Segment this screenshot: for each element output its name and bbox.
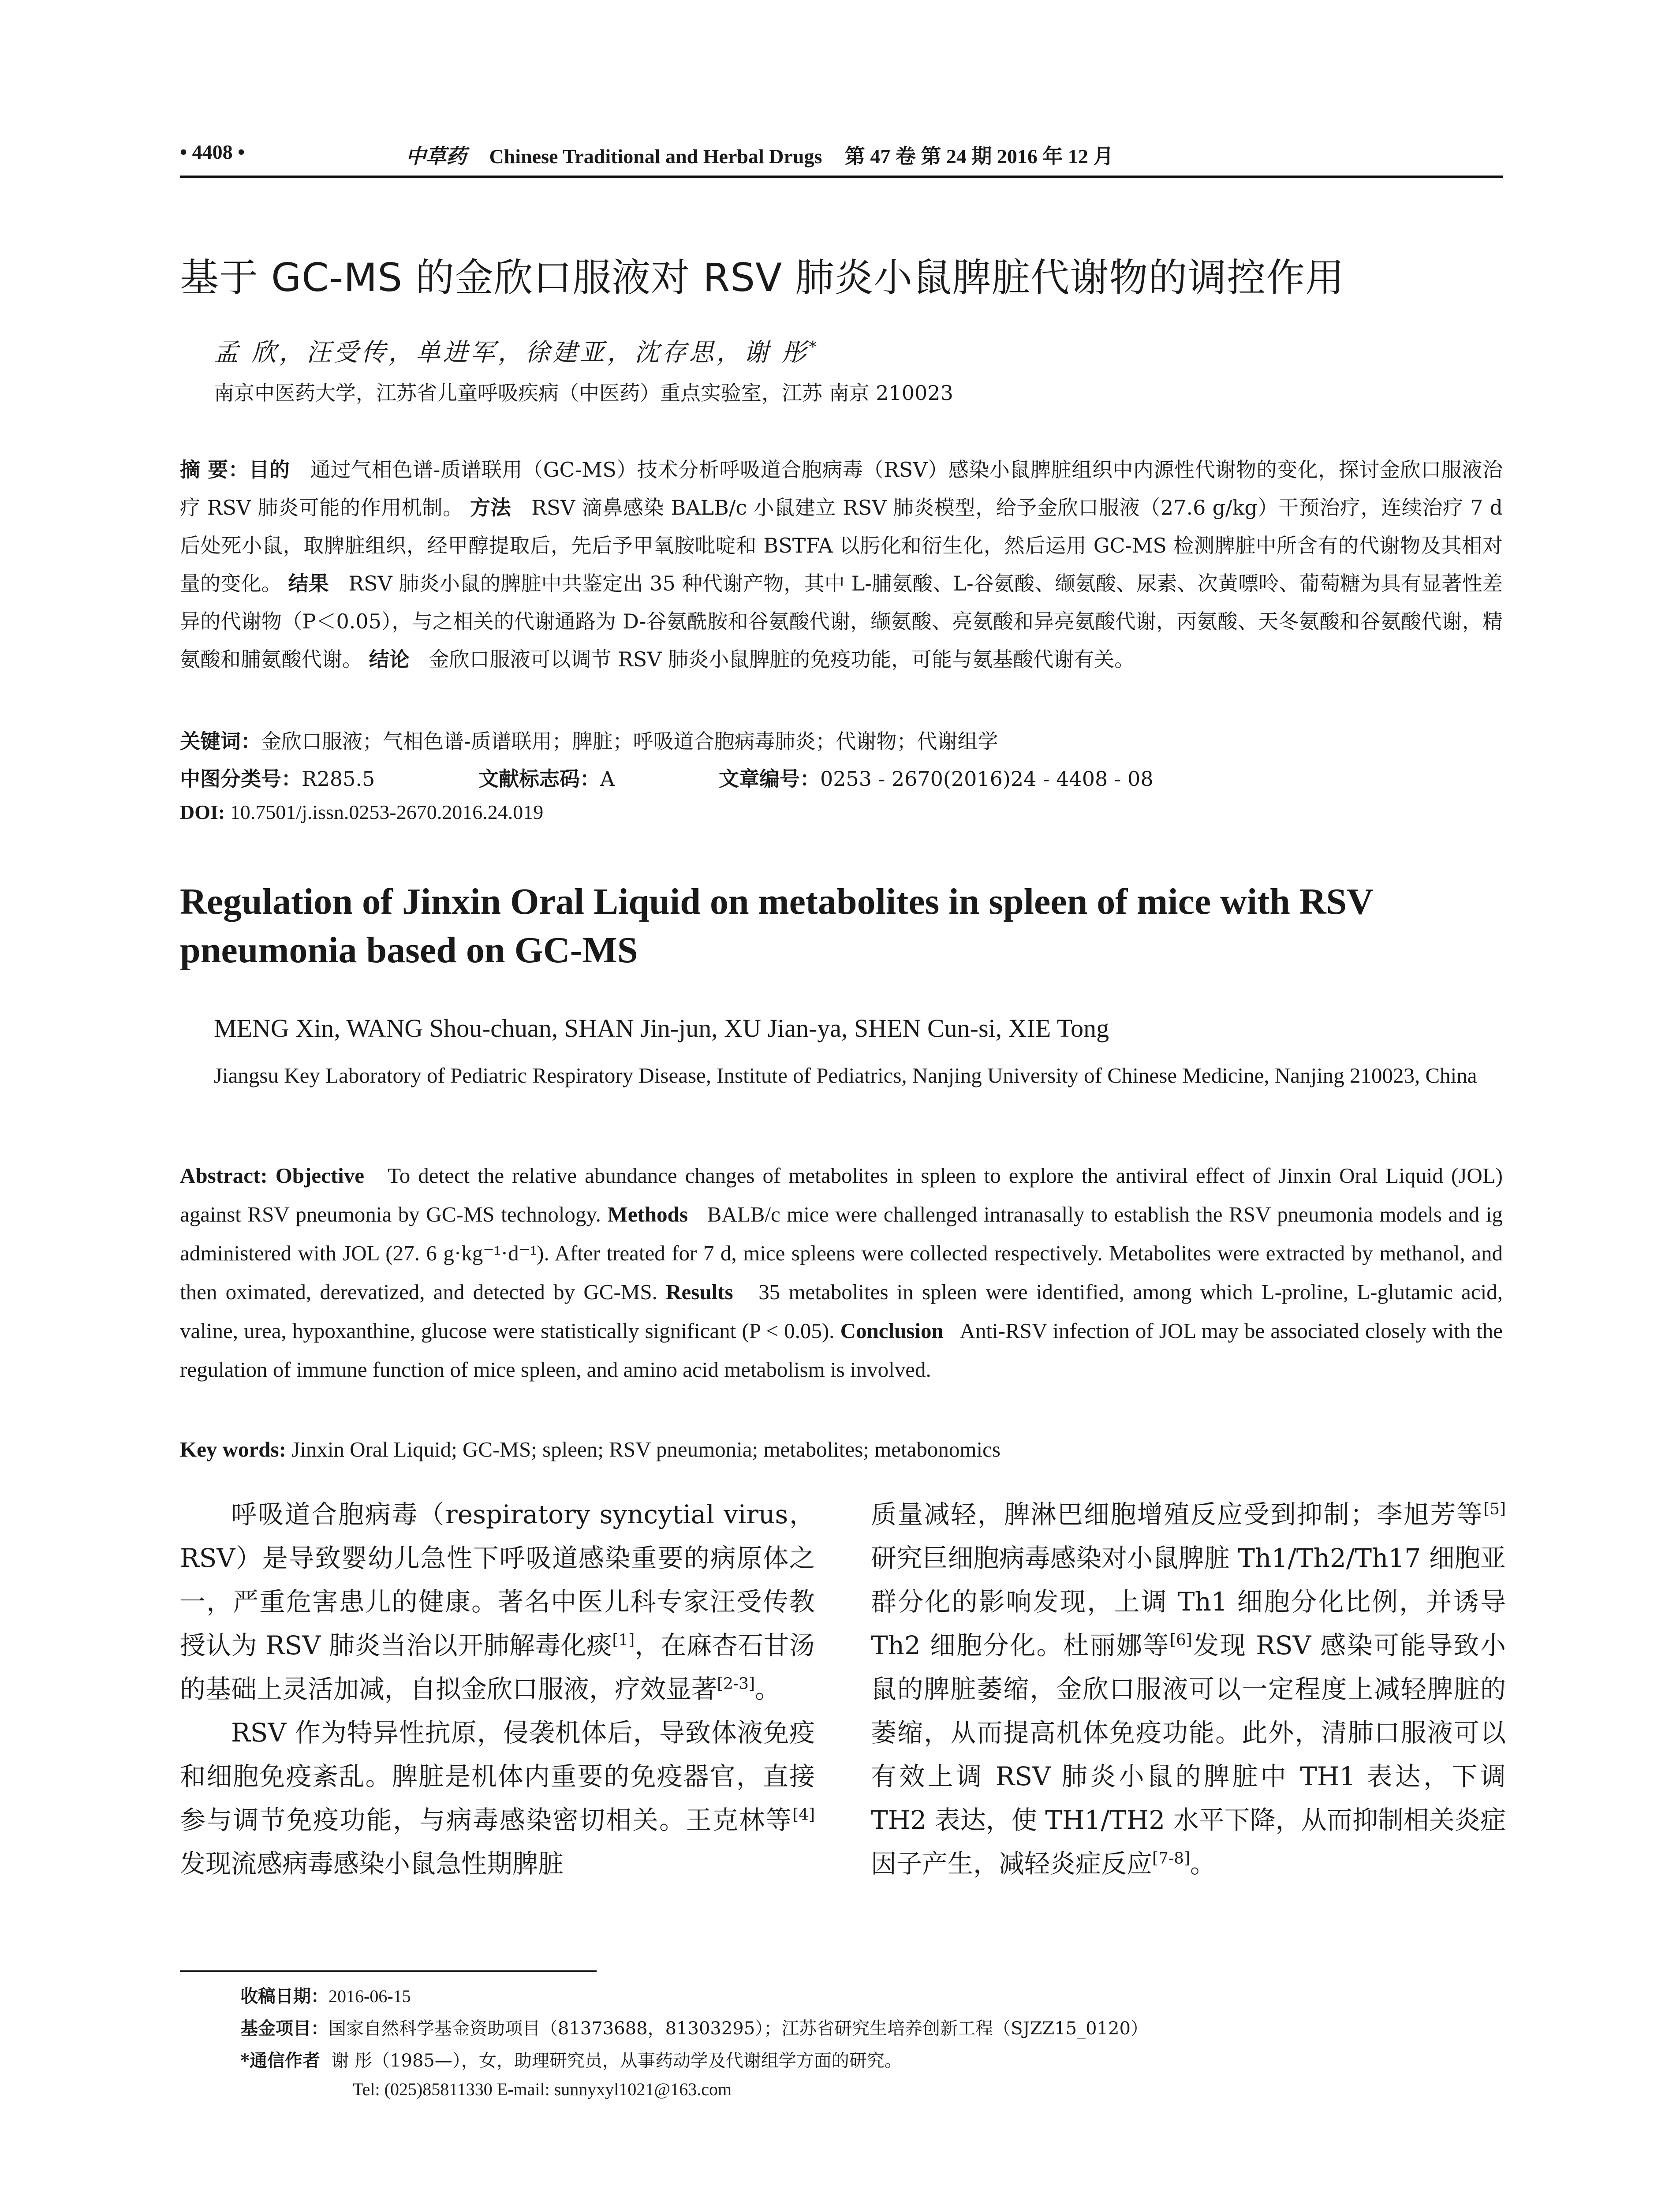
body-column-right	[871, 1493, 1506, 1886]
keywords-cn	[180, 725, 998, 755]
author-list-cn	[214, 333, 819, 368]
body-text: 呼吸道合胞病毒（respiratory syncytial virus，RSV）是导致婴幼儿急性下呼吸道感染重要的病原体之一，严重危害患儿的健康。著名中医儿科专家汪受传教授认为 RSV 肺炎当治以开肺解毒化痰	[180, 1499, 815, 1660]
abstract-cn	[180, 451, 1503, 678]
body-text: RSV 作为特异性抗原，侵袭机体后，导致体液免疫和细胞免疫紊乱。脾脏是机体内重要的免疫器官，直接参与调节免疫功能，与病毒感染密切相关。王克林等	[180, 1718, 815, 1835]
doc-code-label: 文献标志码：	[478, 767, 600, 791]
citation-ref[interactable]: [2-3]	[717, 1674, 755, 1693]
body-text: 。	[1190, 1849, 1216, 1879]
affiliation-cn: 南京中医药大学，江苏省儿童呼吸疾病（中医药）重点实验室，江苏 南京 210023	[214, 381, 953, 405]
article-number	[719, 763, 1154, 792]
body-text: 研究巨细胞病毒感染对小鼠脾脏 Th1/Th2/Th17 细胞亚群分化的影响发现，上调 Th1 细胞分化比例，并诱导 Th2 细胞分化。杜丽娜等	[871, 1543, 1506, 1660]
body-text: 发现流感病毒感染小鼠急性期脾脏	[180, 1849, 564, 1879]
running-header	[406, 140, 1113, 169]
keywords-cn-label: 关键词：	[180, 729, 261, 753]
corresponding-author	[240, 2047, 902, 2072]
article-title-en: Regulation of Jinxin Oral Liquid on metabolites in spleen of mice with RSV pneumonia based on GC-MS	[180, 881, 1373, 971]
body-text: 质量减轻，脾淋巴细胞增殖反应受到抑制；李旭芳等	[871, 1499, 1484, 1529]
header-rule	[180, 176, 1503, 178]
fund-label: 基金项目：	[240, 2018, 329, 2039]
keywords-en-label: Key words:	[180, 1437, 286, 1461]
article-no-value: 0253 - 2670(2016)24 - 4408 - 08	[820, 767, 1154, 791]
body-paragraph	[180, 1493, 815, 1711]
abstract-en-label: Abstract:	[180, 1163, 268, 1188]
objective-label-cn: 目的	[249, 458, 290, 482]
body-text: 。	[754, 1674, 780, 1704]
journal-name-en: Chinese Traditional and Herbal Drugs	[489, 145, 822, 168]
body-column-left	[180, 1493, 815, 1886]
body-paragraph	[180, 1711, 815, 1886]
doi	[180, 800, 543, 824]
conclusion-en: Anti-RSV infection of JOL may be associated closely with the regulation of immune function of mice spleen, and amino acid metabolism is involved.	[180, 1319, 1503, 1382]
abstract-cn-label: 摘 要：	[180, 458, 249, 482]
citation-ref[interactable]: [4]	[792, 1805, 815, 1824]
objective-en: To detect the relative abundance changes of metabolites in spleen to explore the antiviral effect of Jinxin Oral Liquid (JOL) against RSV pneumonia by GC-MS technology.	[180, 1163, 1503, 1226]
methods-en: BALB/c mice were challenged intranasally to establish the RSV pneumonia models and ig administered with JOL (27. 6 g·kg⁻¹·d⁻¹). After treated for 7 d, mice spleens were collected respectively. Metabolites were extracted by methanol, and then oximated, derevatized, and detected by GC-MS.	[180, 1202, 1503, 1304]
citation-ref[interactable]: [5]	[1483, 1500, 1506, 1518]
fund-value: 国家自然科学基金资助项目（81373688，81303295）；江苏省研究生培养创新工程（SJZZ15_0120）	[329, 2018, 1148, 2039]
doi-label: DOI:	[180, 801, 225, 823]
received-label: 收稿日期：	[240, 1986, 329, 2007]
objective-cn: 通过气相色谱-质谱联用（GC-MS）技术分析呼吸道合胞病毒（RSV）感染小鼠脾脏组织中内源性代谢物的变化，探讨金欣口服液治疗 RSV 肺炎可能的作用机制。	[180, 458, 1503, 519]
keywords-en	[180, 1437, 1001, 1462]
citation-ref[interactable]: [1]	[612, 1631, 635, 1649]
body-text: ，在麻杏石甘汤的基础上灵活加减，自拟金欣口服液，疗效显著	[180, 1630, 815, 1704]
keywords-en-text: Jinxin Oral Liquid; GC-MS; spleen; RSV pneumonia; metabolites; metabonomics	[291, 1437, 1001, 1461]
received-date	[240, 1982, 411, 2007]
document-code	[478, 763, 615, 792]
conclusion-label-en: Conclusion	[840, 1319, 944, 1343]
received-value: 2016-06-15	[329, 1986, 411, 2006]
journal-issue: 第 47 卷 第 24 期 2016 年 12 月	[844, 145, 1114, 168]
corresponding-mark: *	[809, 338, 819, 356]
clc-label: 中图分类号：	[180, 767, 302, 791]
author-list-en: MENG Xin, WANG Shou-chuan, SHAN Jin-jun, XU Jian-ya, SHEN Cun-si, XIE Tong	[214, 1014, 1109, 1043]
conclusion-cn: 金欣口服液可以调节 RSV 肺炎小鼠脾脏的免疫功能，可能与氨基酸代谢有关。	[429, 647, 1135, 671]
corresponding-value: 谢 彤（1985—），女，助理研究员，从事药动学及代谢组学方面的研究。	[331, 2051, 902, 2071]
body-paragraph	[871, 1493, 1506, 1886]
article-title-cn: 基于 GC-MS 的金欣口服液对 RSV 肺炎小鼠脾脏代谢物的调控作用	[180, 255, 1345, 300]
contact-info[interactable]: Tel: (025)85811330 E-mail: sunnyxyl1021@163.com	[353, 2079, 732, 2099]
results-label-cn: 结果	[288, 572, 329, 595]
authors-cn-text: 孟 欣，汪受传，单进军，徐建亚，沈存思，谢 彤	[214, 338, 809, 367]
funding	[240, 2014, 1148, 2040]
corresponding-label: *通信作者	[240, 2050, 320, 2071]
conclusion-label-cn: 结论	[369, 647, 410, 671]
clc-number	[180, 763, 375, 792]
citation-ref[interactable]: [6]	[1169, 1631, 1192, 1649]
journal-name-cn: 中草药	[406, 144, 467, 168]
clc-value: R285.5	[302, 767, 375, 791]
keywords-cn-text: 金欣口服液；气相色谱-质谱联用；脾脏；呼吸道合胞病毒肺炎；代谢物；代谢组学	[261, 729, 998, 753]
methods-label-cn: 方法	[470, 496, 511, 519]
doi-value[interactable]: 10.7501/j.issn.0253-2670.2016.24.019	[230, 801, 544, 823]
results-cn: RSV 肺炎小鼠的脾脏中共鉴定出 35 种代谢产物，其中 L-脯氨酸、L-谷氨酸、缬氨酸、尿素、次黄嘌呤、葡萄糖为具有显著性差异的代谢物（P＜0.05），与之相关的代谢通路为 D-谷氨酰胺和谷氨酸代谢，缬氨酸、亮氨酸和异亮氨酸代谢，丙氨酸、天冬氨酸和谷氨酸代谢，精氨酸和脯氨酸代谢。	[180, 572, 1503, 671]
methods-cn: RSV 滴鼻感染 BALB/c 小鼠建立 RSV 肺炎模型，给予金欣口服液（27.6 g/kg）干预治疗，连续治疗 7 d 后处死小鼠，取脾脏组织，经甲醇提取后，先后予甲氧胺吡啶和 BSTFA 以肟化和衍生化，然后运用 GC-MS 检测脾脏中所含有的代谢物及其相对量的变化。	[180, 496, 1503, 595]
body-text: 发现 RSV 感染可能导致小鼠的脾脏萎缩，金欣口服液可以一定程度上减轻脾脏的萎缩，从而提高机体免疫功能。此外，清肺口服液可以有效上调 RSV 肺炎小鼠的脾脏中 TH1 表达，下调 TH2 表达，使 TH1/TH2 水平下降，从而抑制相关炎症因子产生，减轻炎症反应	[871, 1630, 1506, 1879]
doc-code-value: A	[600, 767, 615, 791]
results-en: 35 metabolites in spleen were identified, among which L-proline, L-glutamic acid, valine, urea, hypoxanthine, glucose were statistically significant (P < 0.05).	[180, 1280, 1503, 1343]
page-number: • 4408 •	[180, 141, 245, 163]
article-no-label: 文章编号：	[719, 767, 820, 791]
affiliation-en: Jiangsu Key Laboratory of Pediatric Respiratory Disease, Institute of Pediatrics, Nanjing University of Chinese Medicine, Nanjing 210023, China	[214, 1063, 1477, 1088]
footnote-rule	[180, 1970, 597, 1972]
objective-label-en: Objective	[275, 1163, 365, 1188]
citation-ref[interactable]: [7-8]	[1152, 1849, 1190, 1868]
results-label-en: Results	[666, 1280, 733, 1304]
abstract-en	[180, 1156, 1503, 1389]
methods-label-en: Methods	[607, 1202, 688, 1226]
